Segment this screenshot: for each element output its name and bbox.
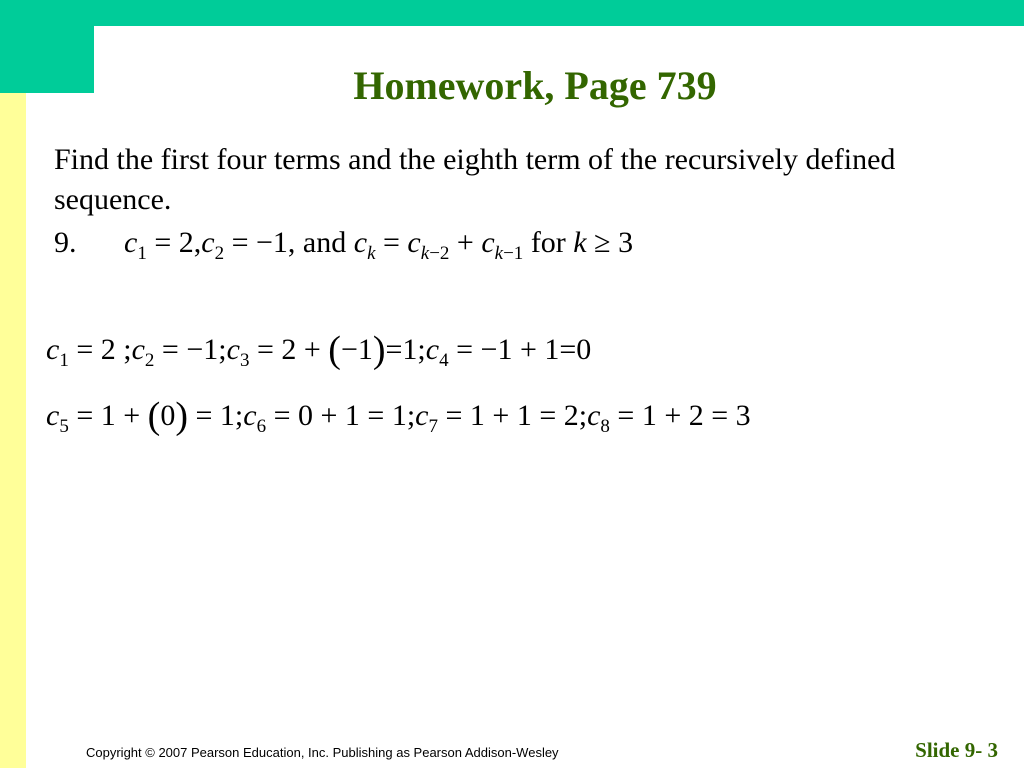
problem-statement [54,226,634,264]
top-accent-bar [0,0,1024,26]
instructions-text: Find the first four terms and the eighth term of the recursively defined sequence. [54,143,896,216]
solution-line-1: $c_1 = 2$ $;c_2$ = $-1;c_3 = 2$ + $(-1)=1;c_4 = -1 + 1=0$ [46,329,592,371]
slide-number: Slide 9- 3 [915,738,998,762]
problem-formula: $c_1 = 2,c_2 = -1$, and $c_k = c_{k-2} + c_{k-1}$ for k ≥ 3 [124,226,634,264]
slide-title: Homework, Page 739 [353,63,717,108]
problem-number: 9. [54,226,77,259]
side-accent-bar [0,93,26,768]
solution-line-2: $c_5 = 1 + (0)$ = $1;c_6 = 0 + 1$ = $1;c_7 = 1 + 1$ = $2;c_8 = 1 + 2 = 3$ [46,395,751,437]
copyright-notice: Copyright © 2007 Pearson Education, Inc. Publishing as Pearson Addison-Wesley [86,745,559,760]
